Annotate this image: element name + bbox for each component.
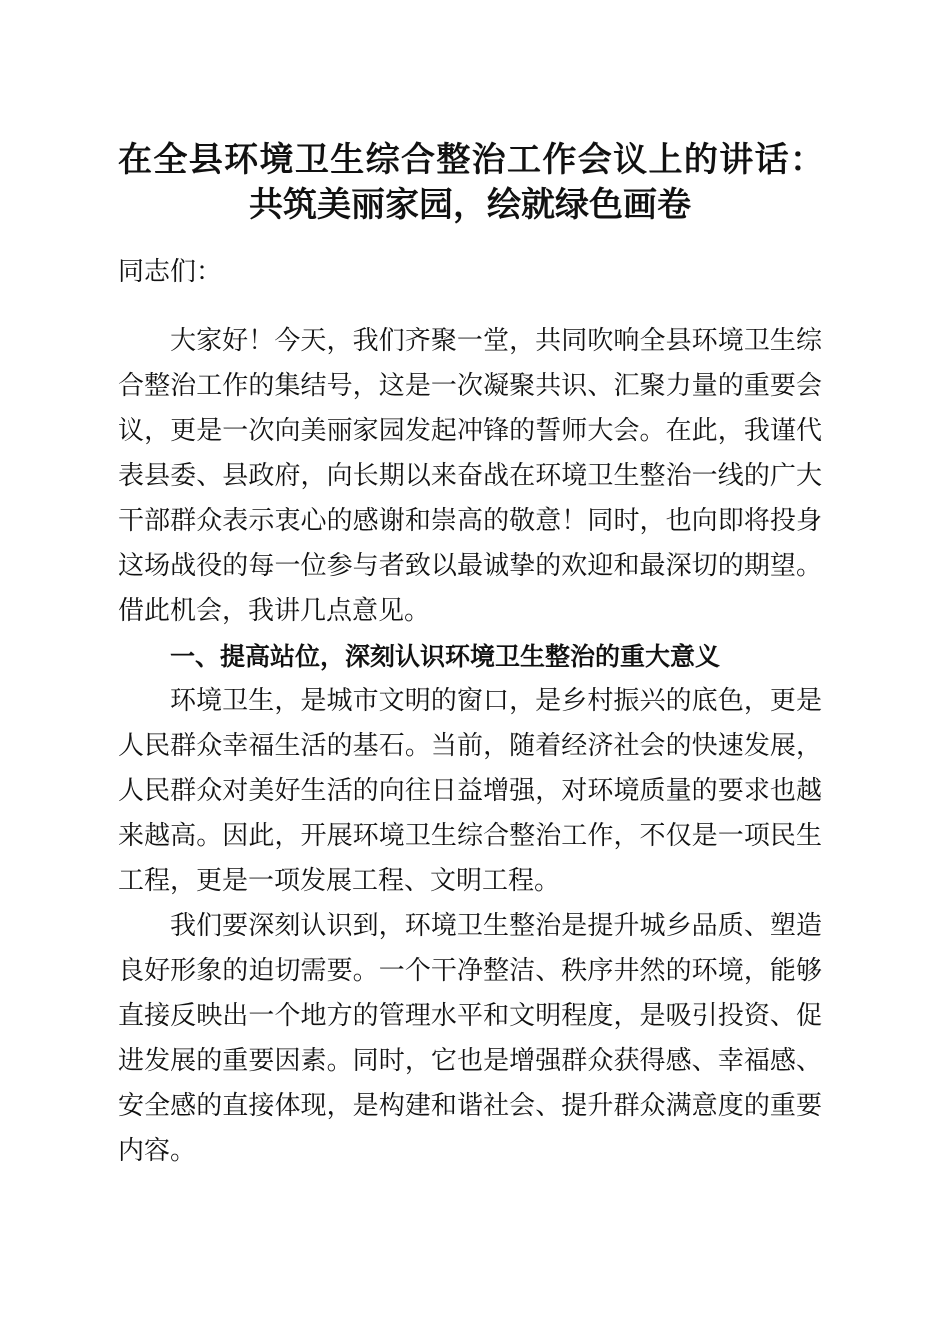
document-body <box>118 250 822 1174</box>
text-line: 安全感的直接体现，是构建和谐社会、提升群众满意度的重要 <box>118 1091 822 1121</box>
greeting: 同志们： <box>118 257 223 287</box>
text-line: 干部群众表示衷心的感谢和崇高的敬意！同时，也向即将投身 <box>118 506 822 536</box>
text-line: 一、提高站位，深刻认识环境卫生整治的重大意义 <box>170 642 721 671</box>
text-line: 环境卫生，是城市文明的窗口，是乡村振兴的底色，更是 <box>170 686 822 716</box>
document-title-line-2: 共筑美丽家园，绘就绿色画卷 <box>249 185 691 225</box>
text-line: 合整治工作的集结号，这是一次凝聚共识、汇聚力量的重要会 <box>118 371 822 401</box>
text-line: 直接反映出一个地方的管理水平和文明程度，是吸引投资、促 <box>118 1001 822 1031</box>
text-line: 这场战役的每一位参与者致以最诚挚的欢迎和最深切的期望。 <box>118 551 822 581</box>
paragraph <box>118 319 822 634</box>
document-title-line-1: 在全县环境卫生综合整治工作会议上的讲话： <box>118 140 824 180</box>
text-line: 我们要深刻认识到，环境卫生整治是提升城乡品质、塑造 <box>170 911 822 941</box>
text-line: 良好形象的迫切需要。一个干净整洁、秩序井然的环境，能够 <box>118 956 822 986</box>
text-line: 议，更是一次向美丽家园发起冲锋的誓师大会。在此，我谨代 <box>118 416 822 446</box>
text-line: 进发展的重要因素。同时，它也是增强群众获得感、幸福感、 <box>118 1046 822 1076</box>
paragraph <box>118 679 822 904</box>
paragraph <box>118 904 822 1174</box>
text-line: 内容。 <box>118 1136 197 1166</box>
text-line: 人民群众幸福生活的基石。当前，随着经济社会的快速发展， <box>118 731 822 761</box>
text-line: 表县委、县政府，向长期以来奋战在环境卫生整治一线的广大 <box>118 461 822 491</box>
text-line: 工程，更是一项发展工程、文明工程。 <box>118 866 561 896</box>
text-line: 来越高。因此，开展环境卫生综合整治工作，不仅是一项民生 <box>118 821 822 851</box>
text-line: 借此机会，我讲几点意见。 <box>118 596 431 626</box>
section-heading <box>118 634 822 679</box>
text-line: 人民群众对美好生活的向往日益增强，对环境质量的要求也越 <box>118 776 822 806</box>
text-line: 大家好！今天，我们齐聚一堂，共同吹响全县环境卫生综 <box>170 326 822 356</box>
